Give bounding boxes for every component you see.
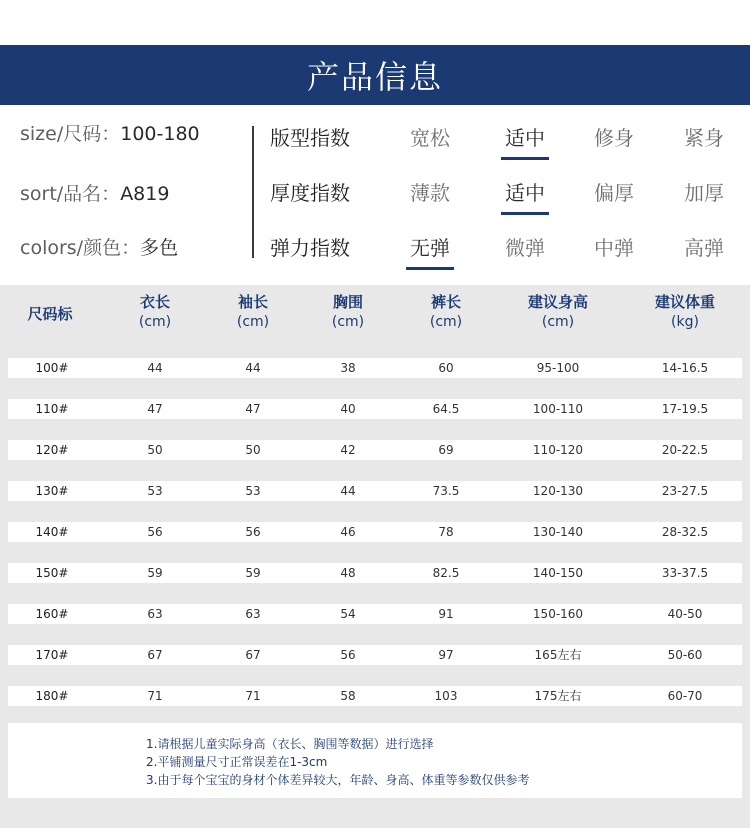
thickness-index-label: 厚度指数 [270, 181, 350, 205]
table-cell: 95-100 [536, 361, 580, 375]
table-cell: 38 [340, 361, 356, 375]
table-cell: 59 [147, 566, 163, 580]
notes-box [8, 723, 742, 798]
table-cell: 130-140 [532, 525, 584, 539]
table-cell: 120# [35, 443, 69, 457]
table-cell: 54 [340, 607, 356, 621]
header-weight [625, 292, 745, 332]
table-cell: 100# [35, 361, 69, 375]
header-length [105, 292, 205, 332]
elasticity-option-none: 无弹 [399, 232, 461, 261]
table-cell: 150# [35, 566, 69, 580]
table-cell: 56 [245, 525, 261, 539]
table-cell: 71 [245, 689, 261, 703]
table-cell: 17-19.5 [661, 402, 709, 416]
table-cell: 110-120 [532, 443, 584, 457]
table-cell: 40 [340, 402, 356, 416]
table-cell: 165左右 [534, 648, 582, 662]
table-cell: 78 [438, 525, 454, 539]
vertical-divider [252, 126, 254, 258]
table-cell: 91 [438, 607, 454, 621]
colors-info [20, 233, 178, 260]
table-cell: 67 [147, 648, 163, 662]
header-chest-label: 胸围 [332, 293, 363, 311]
table-cell: 120-130 [532, 484, 584, 498]
size-value: 100-180 [120, 123, 200, 145]
table-cell: 50-60 [667, 648, 703, 662]
table-cell: 28-32.5 [661, 525, 709, 539]
elasticity-index-row [270, 232, 740, 262]
table-row [8, 645, 742, 665]
table-cell: 73.5 [432, 484, 460, 498]
fit-option-slim: 修身 [594, 126, 634, 150]
header-height [498, 292, 618, 332]
table-cell: 103 [434, 689, 458, 703]
table-cell: 69 [438, 443, 454, 457]
fit-option-tight: 紧身 [684, 126, 724, 150]
table-cell: 46 [340, 525, 356, 539]
table-cell: 60-70 [667, 689, 703, 703]
table-cell: 170# [35, 648, 69, 662]
size-chart-table [0, 285, 750, 828]
table-row [8, 563, 742, 583]
table-cell: 44 [245, 361, 261, 375]
header-chest-unit: (cm) [331, 314, 365, 330]
table-cell: 44 [147, 361, 163, 375]
table-cell: 60 [438, 361, 454, 375]
thickness-option-thick: 偏厚 [594, 181, 634, 205]
header-weight-unit: (kg) [671, 314, 699, 330]
table-cell: 140-150 [532, 566, 584, 580]
fit-option-regular: 适中 [494, 122, 556, 151]
table-cell: 67 [245, 648, 261, 662]
elasticity-option-slight: 微弹 [505, 236, 545, 260]
title-banner [0, 45, 750, 105]
table-cell: 64.5 [432, 402, 460, 416]
colors-value: 多色 [140, 237, 179, 259]
fit-index-label: 版型指数 [270, 126, 350, 150]
table-cell: 56 [147, 525, 163, 539]
table-cell: 100-110 [532, 402, 584, 416]
table-cell: 53 [147, 484, 163, 498]
table-cell: 82.5 [432, 566, 460, 580]
size-info [20, 119, 200, 146]
table-cell: 175左右 [534, 689, 582, 703]
table-cell: 97 [438, 648, 454, 662]
table-cell: 47 [245, 402, 261, 416]
header-length-label: 衣长 [139, 293, 170, 311]
sort-info [20, 179, 169, 206]
header-sleeve-unit: (cm) [236, 314, 270, 330]
table-cell: 44 [340, 484, 356, 498]
thickness-option-thin: 薄款 [410, 181, 450, 205]
table-cell: 180# [35, 689, 69, 703]
table-cell: 59 [245, 566, 261, 580]
fit-option-loose: 宽松 [410, 126, 450, 150]
note-2: 2.平铺测量尺寸正常误差在1-3cm [146, 755, 328, 769]
table-cell: 47 [147, 402, 163, 416]
header-height-label: 建议身高 [527, 293, 588, 311]
table-cell: 23-27.5 [661, 484, 709, 498]
header-chest [298, 292, 398, 332]
header-height-unit: (cm) [541, 314, 575, 330]
table-cell: 130# [35, 484, 69, 498]
sort-value: A819 [120, 183, 170, 205]
table-cell: 71 [147, 689, 163, 703]
elasticity-option-medium: 中弹 [594, 236, 634, 260]
header-pants-unit: (cm) [429, 314, 463, 330]
table-cell: 150-160 [532, 607, 584, 621]
header-length-unit: (cm) [138, 314, 172, 330]
table-cell: 63 [245, 607, 261, 621]
table-header-row [0, 292, 750, 340]
note-3: 3.由于每个宝宝的身材个体差异较大，年龄、身高、体重等参数仅供参考 [146, 773, 530, 787]
table-cell: 40-50 [667, 607, 703, 621]
table-row [8, 604, 742, 624]
size-label: size/尺码： [20, 123, 121, 145]
table-cell: 33-37.5 [661, 566, 709, 580]
thickness-option-extra-thick: 加厚 [684, 181, 724, 205]
header-pants-label: 裤长 [430, 293, 461, 311]
table-cell: 50 [245, 443, 261, 457]
header-pants [396, 292, 496, 332]
sort-label: sort/品名： [20, 183, 121, 205]
table-cell: 53 [245, 484, 261, 498]
table-cell: 56 [340, 648, 356, 662]
elasticity-index-label: 弹力指数 [270, 236, 350, 260]
thickness-index-row [270, 177, 740, 207]
header-weight-label: 建议体重 [654, 293, 715, 311]
table-cell: 20-22.5 [661, 443, 709, 457]
table-cell: 63 [147, 607, 163, 621]
table-cell: 48 [340, 566, 356, 580]
header-sleeve [203, 292, 303, 332]
table-cell: 140# [35, 525, 69, 539]
colors-label: colors/颜色： [20, 237, 141, 259]
page-title: 产品信息 [306, 58, 443, 96]
table-cell: 160# [35, 607, 69, 621]
table-row [8, 481, 742, 501]
table-cell: 50 [147, 443, 163, 457]
elasticity-option-high: 高弹 [684, 236, 724, 260]
header-size [0, 304, 100, 324]
table-row [8, 686, 742, 706]
table-cell: 58 [340, 689, 356, 703]
table-cell: 110# [35, 402, 69, 416]
table-cell: 14-16.5 [661, 361, 709, 375]
header-size-label: 尺码标 [27, 305, 73, 323]
table-row [8, 440, 742, 460]
table-row [8, 358, 742, 378]
note-1: 1.请根据儿童实际身高（衣长、胸围等数据）进行选择 [146, 737, 434, 751]
thickness-option-medium: 适中 [494, 177, 556, 206]
table-row [8, 399, 742, 419]
table-cell: 42 [340, 443, 356, 457]
table-row [8, 522, 742, 542]
fit-index-row [270, 122, 740, 152]
header-sleeve-label: 袖长 [237, 293, 268, 311]
